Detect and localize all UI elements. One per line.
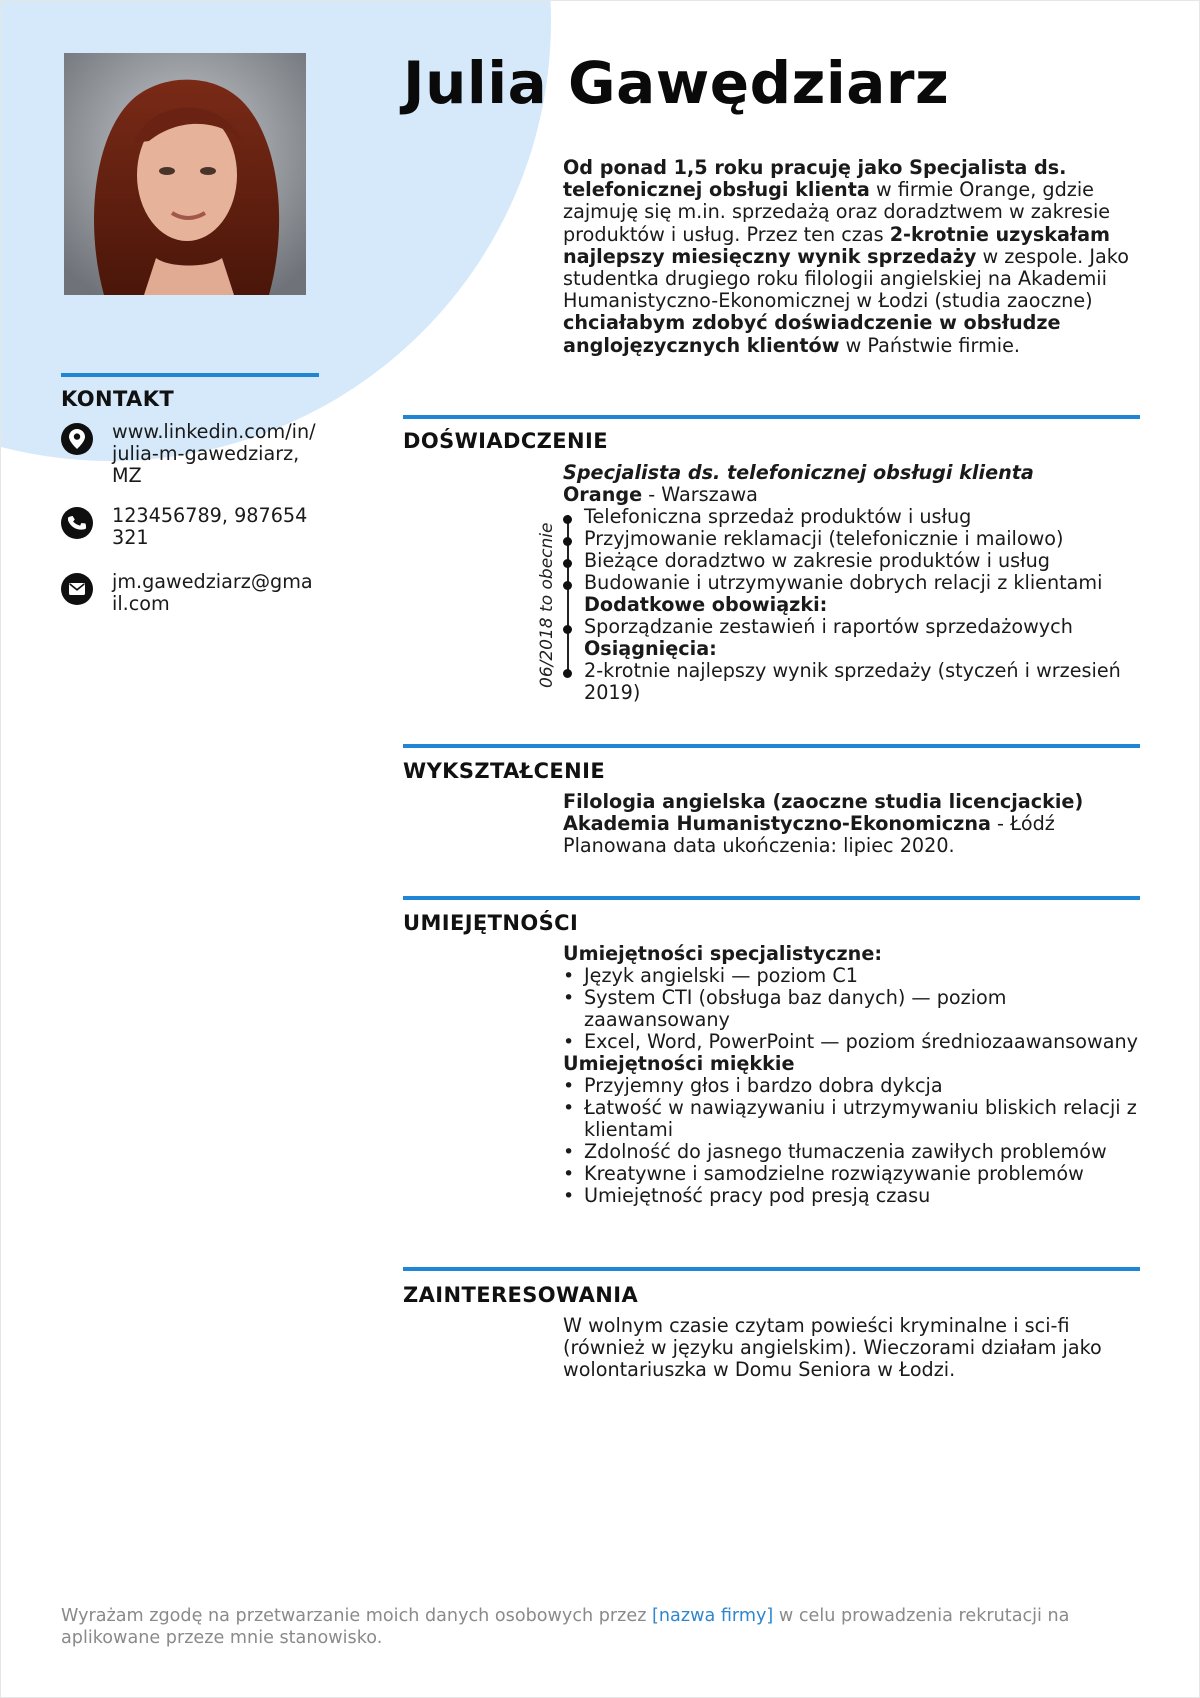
consent-text-end: w celu prowadzenia rekrutacji na aplikowane przeze mnie stanowisko. bbox=[61, 1606, 1070, 1648]
list-item bbox=[563, 528, 1143, 550]
gdpr-consent-clause bbox=[61, 1605, 1141, 1649]
email-address[interactable]: jm.gawedziarz@gmail.com bbox=[112, 570, 313, 615]
education-divider bbox=[403, 744, 1140, 748]
list-item: • Zdolność do jasnego tłumaczenia zawiłych problemów bbox=[563, 1141, 1141, 1163]
interests-divider bbox=[403, 1267, 1140, 1271]
education-details bbox=[563, 791, 1143, 857]
candidate-name: Julia Gawędziarz bbox=[403, 49, 950, 117]
skill-item: Przyjemny głos i bardzo dobra dykcja bbox=[584, 1074, 943, 1097]
contact-divider bbox=[61, 373, 319, 377]
experience-header bbox=[563, 462, 1143, 506]
skill-item: System CTI (obsługa baz danych) — poziom zaawansowany bbox=[584, 986, 1007, 1031]
company-name: Orange bbox=[563, 483, 643, 506]
contact-heading: KONTAKT bbox=[61, 387, 175, 411]
list-item bbox=[563, 550, 1143, 572]
job-company-line bbox=[563, 484, 1143, 506]
contact-phone bbox=[61, 505, 331, 549]
list-item: • Łatwość w nawiązywaniu i utrzymywaniu bliskich relacji z klientami bbox=[563, 1097, 1141, 1141]
list-item: • System CTI (obsługa baz danych) — poziom zaawansowany bbox=[563, 987, 1141, 1031]
duty-item: Budowanie i utrzymywanie dobrych relacji z klientami bbox=[584, 571, 1103, 594]
achievement-item: 2-krotnie najlepszy wynik sprzedaży (styczeń i wrzesień 2019) bbox=[584, 659, 1121, 704]
company-location: - Warszawa bbox=[642, 483, 758, 506]
extra-duties-label-row bbox=[563, 594, 1143, 616]
interests-text: W wolnym czasie czytam powieści kryminalne i sci-fi (również w języku angielskim). Wieczorami działam jako wolontariuszka w Domu Seniora w Łodzi. bbox=[563, 1314, 1102, 1381]
profile-summary bbox=[563, 157, 1138, 357]
duty-item: Telefoniczna sprzedaż produktów i usług bbox=[584, 505, 972, 528]
skill-item: Umiejętność pracy pod presją czasu bbox=[584, 1184, 931, 1207]
experience-dates: 06/2018 to obecnie bbox=[537, 522, 557, 688]
summary-bold-1: Od ponad 1,5 roku pracuję jako Specjalista ds. telefonicznej obsługi klienta bbox=[563, 156, 1067, 202]
achievements-label: Osiągnięcia: bbox=[584, 637, 717, 660]
duty-item: Bieżące doradztwo w zakresie produktów i usług bbox=[584, 549, 1050, 572]
achievements-label-row bbox=[563, 638, 1143, 660]
phone-numbers[interactable]: 123456789, 987654321 bbox=[112, 504, 308, 549]
degree: Filologia angielska (zaoczne studia licencjackie) bbox=[563, 790, 1084, 813]
skill-item: Zdolność do jasnego tłumaczenia zawiłych problemów bbox=[584, 1140, 1107, 1163]
specialist-skills-label: Umiejętności specjalistyczne: bbox=[563, 942, 883, 965]
envelope-icon bbox=[61, 573, 93, 605]
company-name-placeholder: [nazwa firmy] bbox=[652, 1606, 774, 1626]
list-item bbox=[563, 572, 1143, 594]
summary-text-3: w Państwie firmie. bbox=[839, 333, 1020, 357]
list-item bbox=[563, 660, 1143, 704]
skill-item: Kreatywne i samodzielne rozwiązywanie problemów bbox=[584, 1162, 1084, 1185]
summary-bold-2: 2-krotnie uzyskałam najlepszy miesięczny wynik sprzedaży bbox=[563, 222, 1111, 268]
skills-heading: UMIEJĘTNOŚCI bbox=[403, 911, 579, 935]
list-item: • Umiejętność pracy pod presją czasu bbox=[563, 1185, 1141, 1207]
graduation-date: Planowana data ukończenia: lipiec 2020. bbox=[563, 834, 955, 857]
experience-divider bbox=[403, 415, 1140, 419]
list-item bbox=[563, 506, 1143, 528]
phone-icon bbox=[61, 507, 93, 539]
skills-divider bbox=[403, 896, 1140, 900]
location-pin-icon bbox=[61, 423, 93, 455]
soft-skills-label: Umiejętności miękkie bbox=[563, 1052, 795, 1075]
contact-linkedin bbox=[61, 421, 331, 487]
summary-text-1: w firmie Orange, gdzie zajmuję się m.in. sprzedażą oraz doradztwem w zakresie produktów i usług. Przez ten czas bbox=[563, 178, 1111, 246]
linkedin-link[interactable]: www.linkedin.com/in/julia-m-gawedziarz, MZ bbox=[112, 420, 316, 487]
skill-item: Excel, Word, PowerPoint — poziom średniozaawansowany bbox=[584, 1030, 1139, 1053]
skill-item: Łatwość w nawiązywaniu i utrzymywaniu bliskich relacji z klientami bbox=[584, 1096, 1137, 1141]
duty-item: Przyjmowanie reklamacji (telefonicznie i mailowo) bbox=[584, 527, 1064, 550]
education-heading: WYKSZTAŁCENIE bbox=[403, 759, 606, 783]
interests-heading: ZAINTERESOWANIA bbox=[403, 1283, 639, 1307]
school-city: - Łódź bbox=[990, 812, 1055, 835]
extra-duty-item: Sporządzanie zestawień i raportów sprzedażowych bbox=[584, 615, 1073, 638]
list-item bbox=[563, 616, 1143, 638]
skills-details bbox=[563, 943, 1141, 1207]
extra-duties-label: Dodatkowe obowiązki: bbox=[584, 593, 828, 616]
list-item: • Kreatywne i samodzielne rozwiązywanie problemów bbox=[563, 1163, 1141, 1185]
contact-email bbox=[61, 571, 331, 615]
job-title: Specjalista ds. telefonicznej obsługi klienta bbox=[563, 461, 1034, 484]
list-item: • Język angielski — poziom C1 bbox=[563, 965, 1141, 987]
experience-details bbox=[563, 506, 1143, 704]
school-name: Akademia Humanistyczno-Ekonomiczna bbox=[563, 812, 991, 835]
list-item: • Przyjemny głos i bardzo dobra dykcja bbox=[563, 1075, 1141, 1097]
experience-heading: DOŚWIADCZENIE bbox=[403, 429, 608, 453]
skill-item: Język angielski — poziom C1 bbox=[584, 964, 858, 987]
profile-photo bbox=[64, 53, 306, 295]
list-item: • Excel, Word, PowerPoint — poziom średniozaawansowany bbox=[563, 1031, 1141, 1053]
consent-text-start: Wyrażam zgodę na przetwarzanie moich danych osobowych przez bbox=[61, 1606, 653, 1626]
summary-bold-3: chciałabym zdobyć doświadczenie w obsłudze anglojęzycznych klientów bbox=[563, 311, 1061, 357]
summary-text-2: w zespole. Jako studentka drugiego roku filologii angielskiej na Akademii Humanistyczno-Ekonomicznej w Łodzi (studia zaoczne) bbox=[563, 244, 1129, 313]
